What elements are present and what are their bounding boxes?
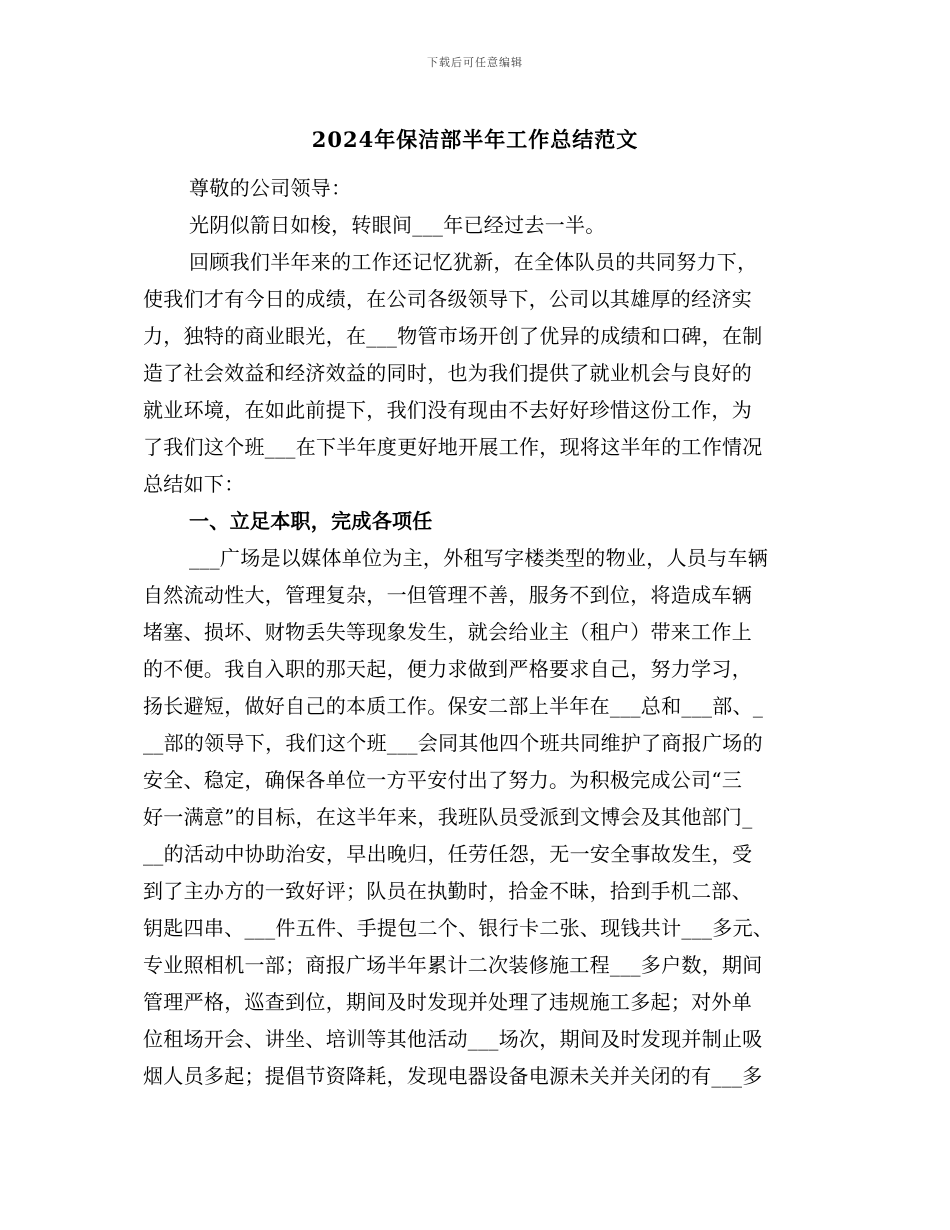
text-line: 回顾我们半年来的工作还记忆犹新，在全体队员的共同努力下， xyxy=(189,250,758,274)
text-line: 就业环境，在如此前提下，我们没有现由不去好好珍惜这份工作，为 xyxy=(143,398,752,422)
text-line: 安全、稳定，确保各单位一方平安付出了努力。为积极完成公司“三 xyxy=(143,768,743,792)
header-note: 下载后可任意编辑 xyxy=(427,56,523,69)
text-line: 管理严格，巡查到位，期间及时发现并处理了违规施工多起；对外单 xyxy=(143,990,752,1014)
text-line: 自然流动性大，管理复杂，一但管理不善，服务不到位，将造成车辆 xyxy=(143,583,752,607)
text-line: 力，独特的商业眼光，在___物管市场开创了优异的成绩和口碑，在制 xyxy=(143,324,763,348)
text-line: 的不便。我自入职的那天起，便力求做到严格要求自己，努力学习， xyxy=(143,657,752,681)
section-heading: 一、立足本职，完成各项任 xyxy=(189,509,433,533)
text-line: 钥匙四串、___件五件、手提包二个、银行卡二张、现钱共计___多元、 xyxy=(143,916,774,940)
text-line: 烟人员多起；提倡节资降耗，发现电器设备电源未关并关闭的有___多 xyxy=(143,1064,763,1088)
text-line: __的活动中协助治安，早出晚归，任劳任怨，无一安全事故发生，受 xyxy=(143,842,753,866)
text-line: 了我们这个班___在下半年度更好地开展工作，现将这半年的工作情况 xyxy=(143,435,763,459)
text-line: 好一满意”的目标，在这半年来，我班队员受派到文博会及其他部门_ xyxy=(143,805,753,829)
document-title: 2024年保洁部半年工作总结范文 xyxy=(311,127,639,152)
text-line: 到了主办方的一致好评；队员在执勤时，拾金不昧，拾到手机二部、 xyxy=(143,879,752,903)
text-line: 位租场开会、讲坐、培训等其他活动___场次，期间及时发现并制止吸 xyxy=(143,1027,763,1051)
text-line: 堵塞、损坏、财物丢失等现象发生，就会给业主（租户）带来工作上 xyxy=(143,620,752,644)
text-line: 光阴似箭日如梭，转眼间___年已经过去一半。 xyxy=(189,213,606,237)
document-body xyxy=(143,170,823,1095)
text-line: 扬长避短，做好自己的本质工作。保安二部上半年在___总和___部、_ xyxy=(143,694,764,718)
text-line: 总结如下： xyxy=(143,472,245,496)
text-line: 专业照相机一部；商报广场半年累计二次装修施工程___多户数，期间 xyxy=(143,953,763,977)
text-line: __部的领导下，我们这个班___会同其他四个班共同维护了商报广场的 xyxy=(143,731,763,755)
text-line: 尊敬的公司领导： xyxy=(189,176,352,200)
text-line: ___广场是以媒体单位为主，外租写字楼类型的物业，人员与车辆 xyxy=(189,546,768,570)
text-line: 造了社会效益和经济效益的同时，也为我们提供了就业机会与良好的 xyxy=(143,361,752,385)
text-line: 使我们才有今日的成绩，在公司各级领导下，公司以其雄厚的经济实 xyxy=(143,287,752,311)
